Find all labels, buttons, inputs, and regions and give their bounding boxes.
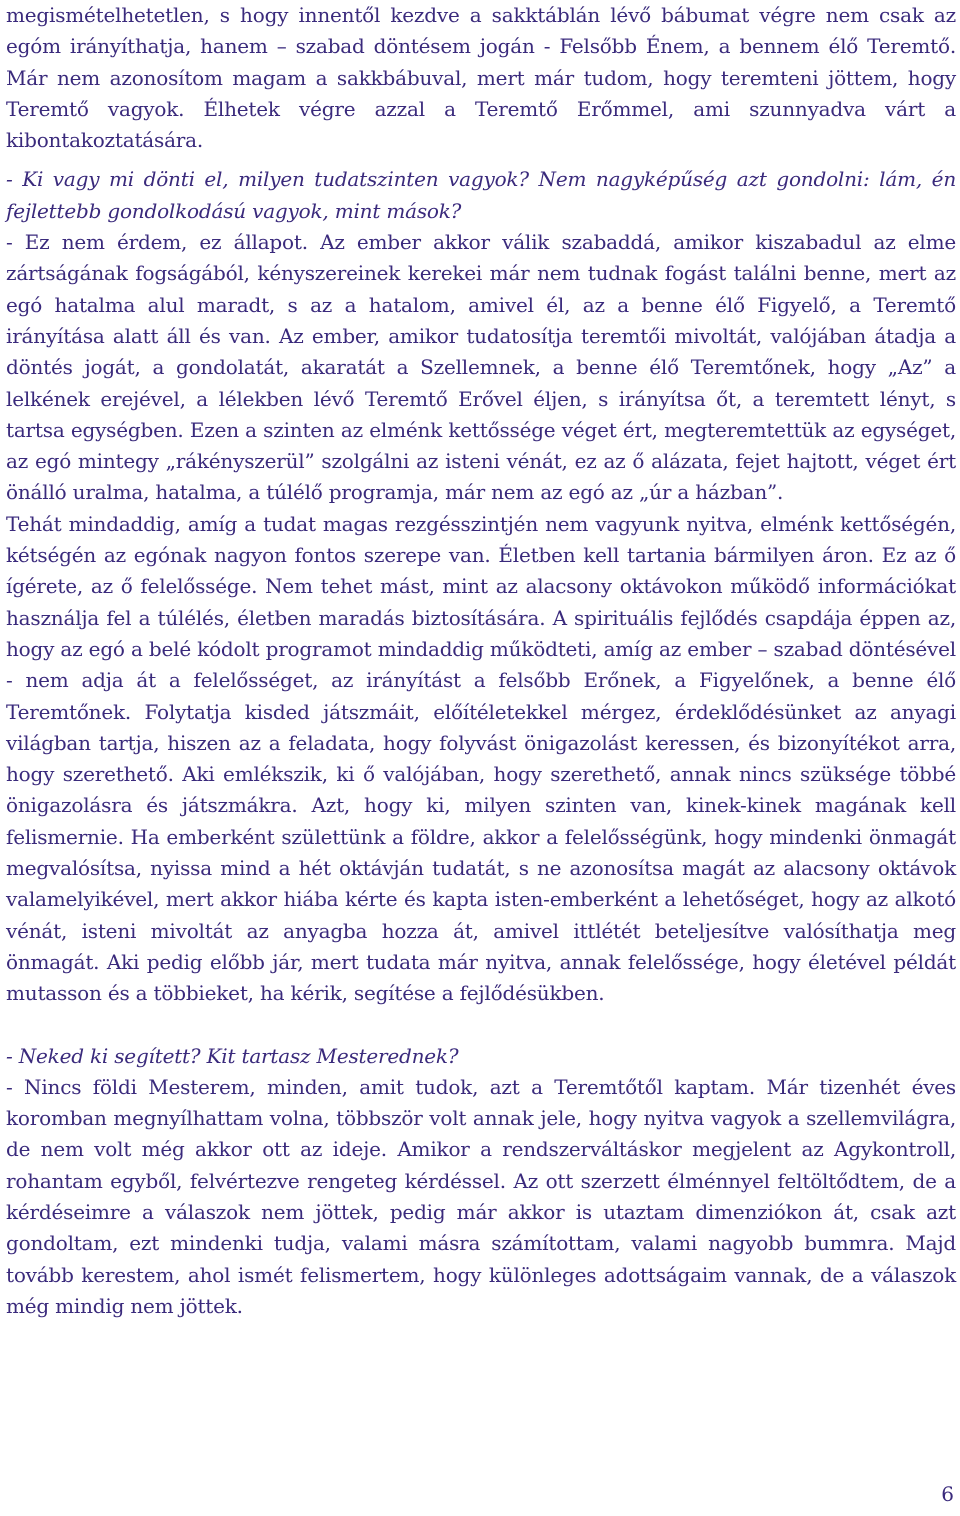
page-number: 6	[941, 1482, 954, 1506]
interview-answer: - Nincs földi Mesterem, minden, amit tudok, azt a Teremtőtől kaptam. Már tizenhét éves koromban megnyílhattam volna, többször volt annak jele, hogy nyitva vagyok a szellemvilágra, de nem volt még akkor ott az ideje. Amikor a rendszerváltáskor megjelent az Agykontroll, rohantam egyből, felvértezve rengeteg kérdéssel. Az ott szerzett élménnyel feltöltődtem, de a kérdéseimre a válaszok nem jöttek, pedig már akkor is utaztam dimenziókon át, csak azt gondoltam, ezt mindenki tudja, valami másra számítottam, valami nagyobb bummra. Majd tovább kerestem, ahol ismét felismertem, hogy különleges adottságaim vannak, de a válaszok még mindig nem jöttek.	[6, 1074, 956, 1318]
paragraph-spacer	[6, 156, 956, 164]
interview-answer: - Ez nem érdem, ez állapot. Az ember akkor válik szabaddá, amikor kiszabadul az elme zártságának fogságából, kényszereinek kerekei már nem tudnak fogást találni benne, mert az egó hatalma alul maradt, s az a hatalom, amivel él, az a benne élő Figyelő, a Teremtő irányítása alatt áll és van. Az ember, amikor tudatosítja teremtői mivoltát, valójában átadja a döntés jogát, a gondolatát, akaratát a Szellemnek, a benne élő Teremtőnek, hogy „Az” a lelkének erejével, a lélekben lévő Teremtő Erővel éljen, s irányítsa őt, a teremtett lényt, s tartsa egységben. Ezen a szinten az elménk kettőssége véget ért, megteremtettük az egységet, az egó mintegy „rákényszerül” szolgálni az isteni vénát, ez az ő alázata, fejet hajtott, véget ért önálló uralma, hatalma, a túlélő programja, már nem az egó az „úr a házban”.	[6, 230, 956, 505]
interview-question: - Ki vagy mi dönti el, milyen tudatszinten vagyok? Nem nagyképűség azt gondolni: lám, én fejlettebb gondolkodású vagyok, mint mások?	[6, 167, 956, 223]
document-page	[6, 0, 956, 1322]
interview-question: - Neked ki segített? Kit tartasz Mesterednek?	[6, 1043, 459, 1068]
paragraph-body: Tehát mindaddig, amíg a tudat magas rezgésszintjén nem vagyunk nyitva, elménk kettőségén, kétségén az egónak nagyon fontos szerepe van. Életben kell tartania bármilyen áron. Ez az ő ígérete, az ő felelőssége. Nem tehet mást, mint az alacsony oktávokon működő információkat használja fel a túlélés, életben maradás biztosítására. A spirituális fejlődés csapdája éppen az, hogy az egó a belé kódolt programot mindaddig működteti, amíg az ember – szabad döntésével - nem adja át a felelősséget, az irányítást a felsőbb Erőnek, a Figyelőnek, a benne élő Teremtőnek. Folytatja kisded játszmáit, előítéletekkel mérgez, érdeklődésünket az anyagi világban tartja, hiszen az a feladata, hogy folyvást önigazolást keressen, és bizonyítékot arra, hogy szerethető. Aki emlékszik, ki ő valójában, hogy szerethető, annak nincs szüksége többé önigazolásra és játszmákra. Azt, hogy ki, milyen szinten van, kinek-kinek magának kell felismernie. Ha emberként születtünk a földre, akkor a felelősségünk, hogy mindenki önmagát megvalósítsa, nyissa mind a hét oktávján tudatát, s ne azonosítsa magát az alacsony oktávok valamelyikével, mert akkor hiába kérte és kapta isten-emberként a lehetőséget, hogy az alkotó vénát, isteni mivoltát az anyagba hozza át, amivel ittlétét beteljesítve valósíthatja meg önmagát. Aki pedig előbb jár, mert tudata már nyitva, annak felelőssége, hogy életével példát mutasson és a többieket, ha kérik, segítése a fejlődésükben.	[6, 511, 956, 1006]
paragraph-intro: megismételhetetlen, s hogy innentől kezdve a sakktáblán lévő bábumat végre nem csak az egóm irányíthatja, hanem – szabad döntésem jogán - Felsőbb Énem, a bennem élő Teremtő. Már nem azonosítom magam a sakkbábuval, mert már tudom, hogy teremteni jöttem, hogy Teremtő vagyok. Élhetek végre azzal a Teremtő Erőmmel, ami szunnyadva várt a kibontakoztatására.	[6, 3, 956, 153]
paragraph-spacer	[6, 1010, 956, 1041]
